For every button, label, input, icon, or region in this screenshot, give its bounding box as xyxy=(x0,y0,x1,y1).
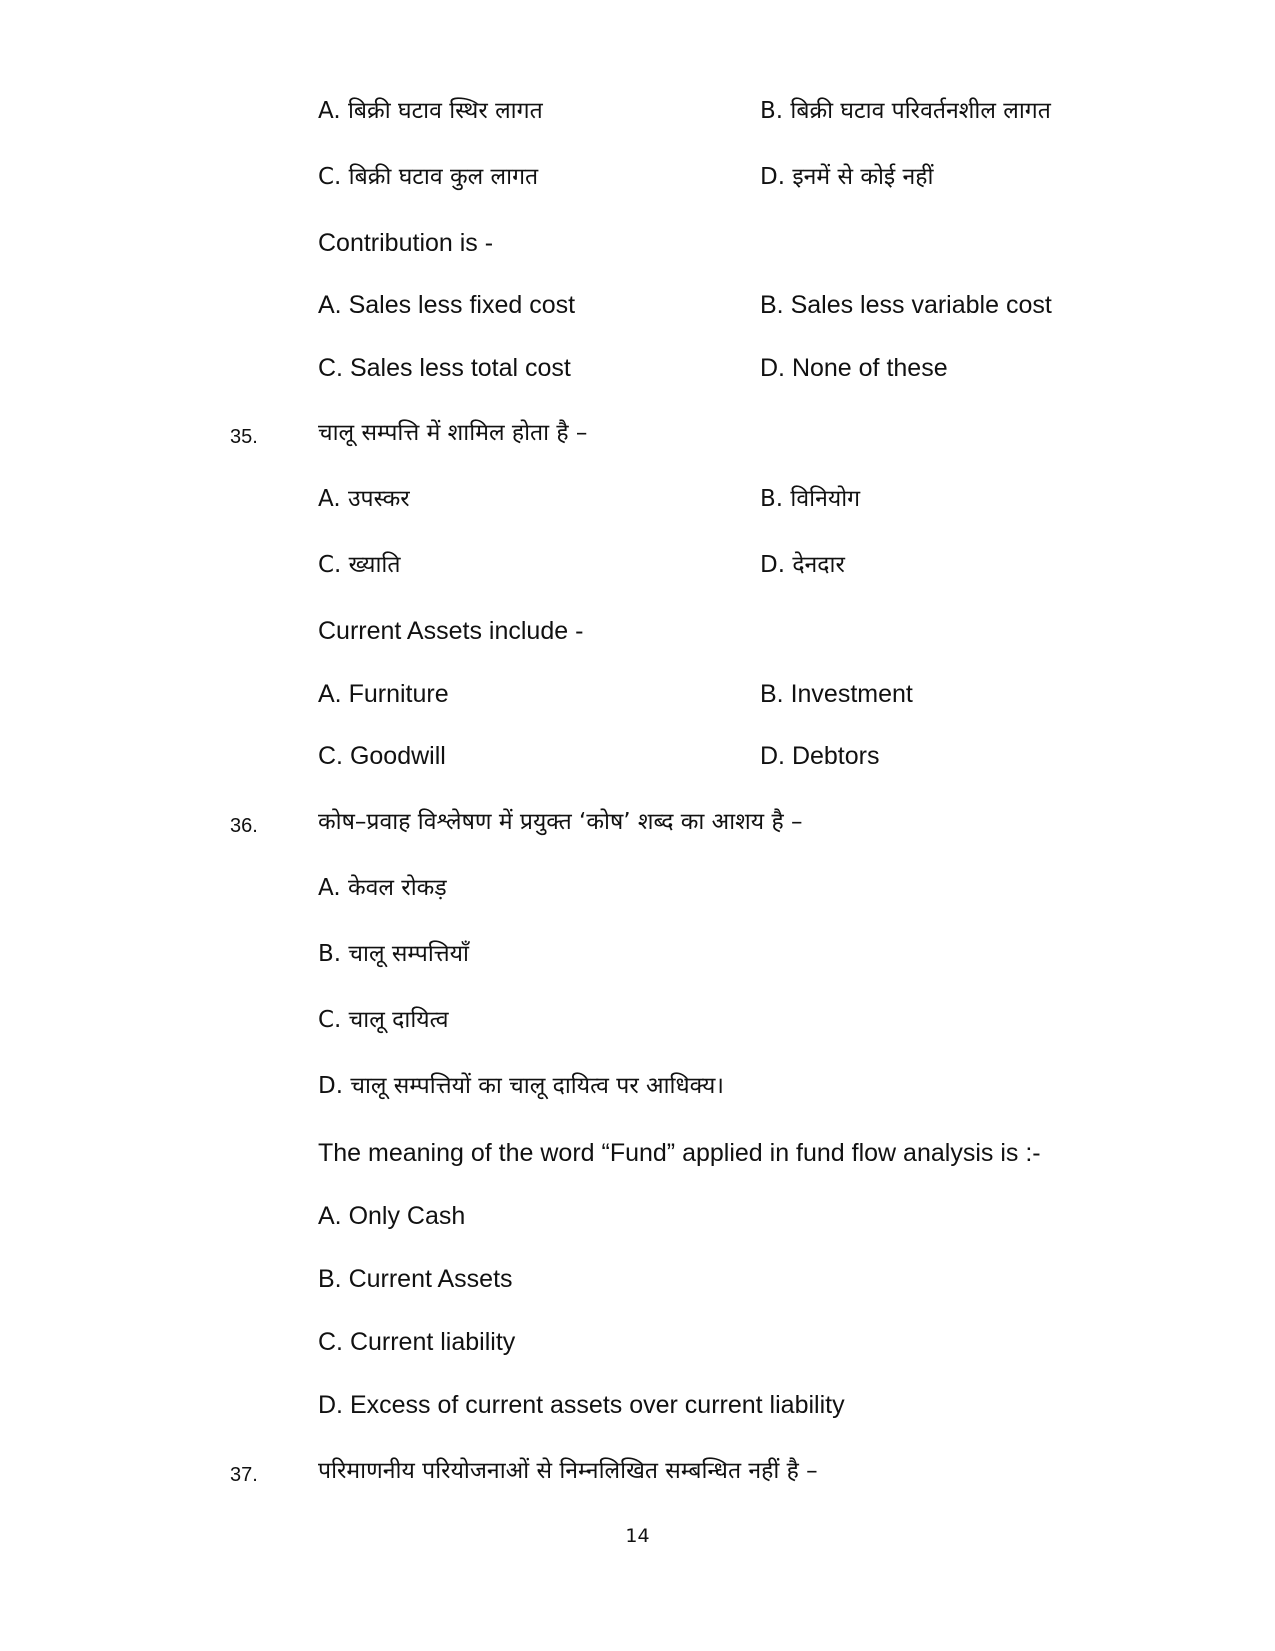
q36-option-c-english: C. Current liability xyxy=(318,1328,516,1356)
q36-option-d-english: D. Excess of current assets over current liability xyxy=(318,1391,845,1419)
q36-option-a-english: A. Only Cash xyxy=(318,1202,466,1230)
q36-option-d-hindi: D. चालू सम्पत्तियों का चालू दायित्व पर आधिक्य। xyxy=(318,1073,725,1099)
q36-question-english: The meaning of the word “Fund” applied in fund flow analysis is :- xyxy=(318,1139,1041,1167)
q34-option-b-english: B. Sales less variable cost xyxy=(760,291,1052,319)
q35-question-hindi: चालू सम्पत्ति में शामिल होता है – xyxy=(318,420,588,446)
q35-option-d-hindi: D. देनदार xyxy=(760,552,845,578)
q36-option-b-hindi: B. चालू सम्पत्तियाँ xyxy=(318,941,469,967)
q36-question-hindi: कोष–प्रवाह विश्लेषण में प्रयुक्त ‘कोष’ शब्द का आशय है – xyxy=(318,809,803,835)
q34-option-b-hindi: B. बिक्री घटाव परिवर्तनशील लागत xyxy=(760,98,1051,124)
q35-number: 35. xyxy=(230,426,258,448)
q36-option-a-hindi: A. केवल रोकड़ xyxy=(318,875,447,901)
page-number: 14 xyxy=(625,1525,650,1547)
q36-option-b-english: B. Current Assets xyxy=(318,1265,513,1293)
q34-option-d-english: D. None of these xyxy=(760,354,948,382)
q35-option-c-hindi: C. ख्याति xyxy=(318,552,401,578)
q34-option-a-english: A. Sales less fixed cost xyxy=(318,291,576,319)
q34-option-c-hindi: C. बिक्री घटाव कुल लागत xyxy=(318,164,539,190)
q35-question-english: Current Assets include - xyxy=(318,617,584,645)
q37-question-hindi: परिमाणनीय परियोजनाओं से निम्नलिखित सम्बन्धित नहीं है – xyxy=(318,1458,818,1484)
q35-option-c-english: C. Goodwill xyxy=(318,742,446,770)
q37-number: 37. xyxy=(230,1464,258,1486)
q36-option-c-hindi: C. चालू दायित्व xyxy=(318,1007,449,1033)
q35-option-d-english: D. Debtors xyxy=(760,742,880,770)
q35-option-b-hindi: B. विनियोग xyxy=(760,486,861,512)
q34-question-english: Contribution is - xyxy=(318,229,494,257)
q34-option-c-english: C. Sales less total cost xyxy=(318,354,571,382)
q35-option-b-english: B. Investment xyxy=(760,680,913,708)
q34-option-a-hindi: A. बिक्री घटाव स्थिर लागत xyxy=(318,98,543,124)
q35-option-a-hindi: A. उपस्कर xyxy=(318,486,410,512)
q35-option-a-english: A. Furniture xyxy=(318,680,449,708)
q36-number: 36. xyxy=(230,815,258,837)
q34-option-d-hindi: D. इनमें से कोई नहीं xyxy=(760,164,934,190)
